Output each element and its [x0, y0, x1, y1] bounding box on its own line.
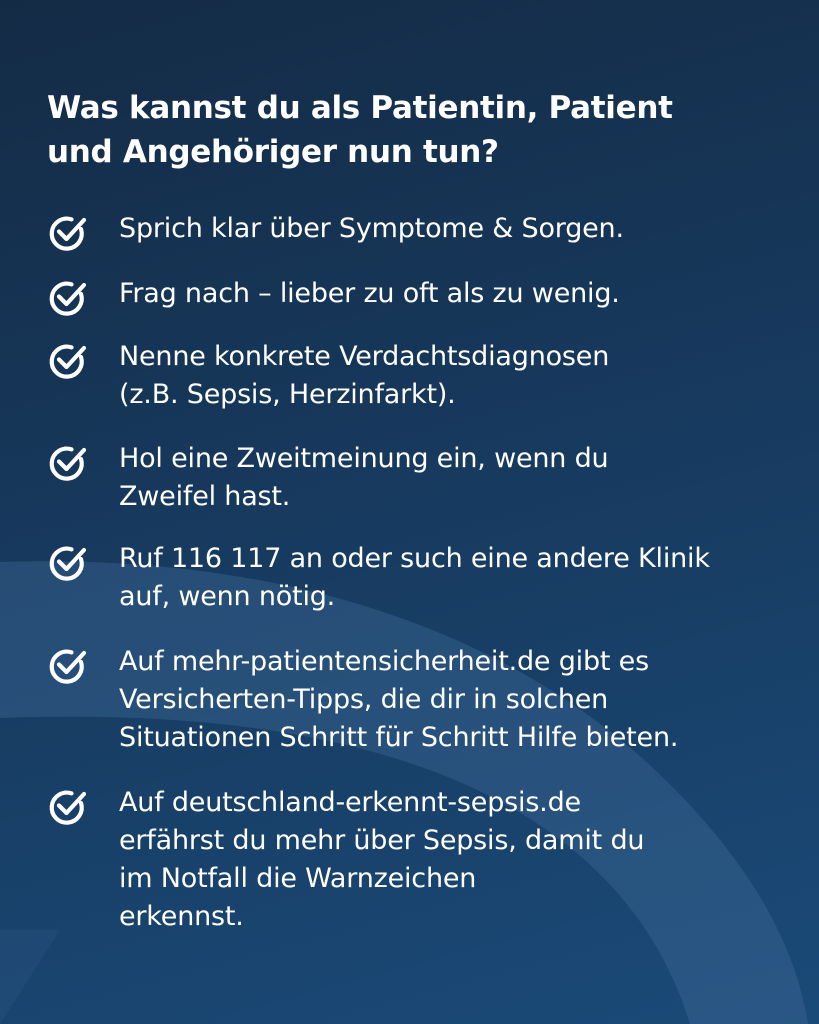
check-circle-icon — [47, 645, 89, 687]
check-circle-icon — [47, 442, 89, 484]
check-circle-icon — [47, 212, 89, 254]
list-item-text: Nenne konkrete Verdachtsdiagnosen (z.B. Sepsis, Herzinfarkt). — [119, 341, 610, 410]
list-item-text: Sprich klar über Symptome & Sorgen. — [119, 213, 624, 244]
list-item-text: Frag nach – lieber zu oft als zu wenig. — [119, 278, 620, 309]
check-circle-icon — [47, 277, 89, 319]
list-item-text: Hol eine Zweitmeinung ein, wenn du Zweifel hast. — [119, 443, 609, 512]
list-item-text: Auf mehr-patientensicherheit.de gibt es Versicherten-Tipps, die dir in solchen Situationen Schritt für Schritt Hilfe bieten. — [119, 646, 679, 753]
check-circle-icon — [47, 542, 89, 584]
page-title: Was kannst du als Patientin, Patient und Angehöriger nun tun? — [47, 90, 673, 170]
check-circle-icon — [47, 786, 89, 828]
list-item-text: Ruf 116 117 an oder such eine andere Klinik auf, wenn nötig. — [119, 543, 710, 612]
check-circle-icon — [47, 340, 89, 382]
list-item-text: Auf deutschland-erkennt-sepsis.de erfährst du mehr über Sepsis, damit du im Notfall die Warnzeichen erkennst. — [119, 787, 645, 932]
